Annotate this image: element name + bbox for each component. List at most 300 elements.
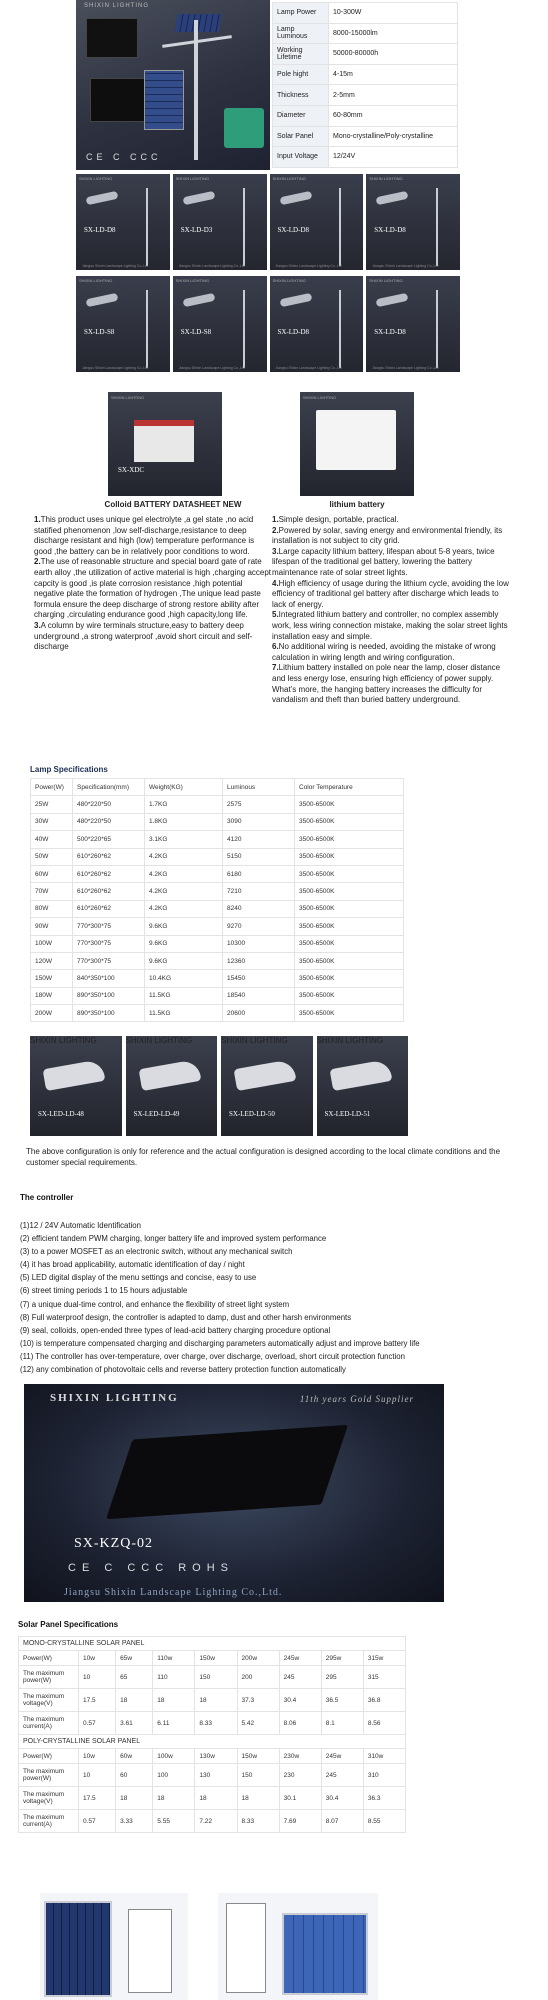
lamp-cell: 9.6KG	[145, 935, 223, 952]
lamp-product-tile	[270, 174, 364, 270]
lamp-cell: 120W	[31, 952, 73, 969]
tile-brand: SHIXIN LIGHTING	[79, 176, 113, 181]
lamp-cell: 3500-6500K	[295, 918, 404, 935]
solar-cell: 3.33	[116, 1810, 153, 1833]
feature-text: Powered by solar, saving energy and environmental friendly, its installation is not subject to city grid.	[272, 525, 503, 546]
tile-brand: SHIXIN LIGHTING	[272, 278, 306, 283]
lamp-cell: 770*300*75	[73, 952, 145, 969]
lamp-header-cell: Specification(mm)	[73, 779, 145, 796]
tile-brand: SHIXIN LIGHTING	[369, 176, 403, 181]
solar-cell: 100	[153, 1764, 195, 1787]
spec-value: 60-80mm	[329, 105, 458, 126]
solar-cell: 110	[153, 1666, 195, 1689]
lamp-header-cell: Weight(KG)	[145, 779, 223, 796]
led-lamp-tiles	[30, 1036, 408, 1136]
panel-drawing	[226, 1903, 266, 1993]
tile-company: Jiangsu Shixin Landscape Lighting Co.,Ltd	[275, 366, 342, 370]
led-lamp-model: SX-LED-LD-49	[133, 1110, 180, 1118]
certification-logos: CE C CCC	[86, 152, 162, 162]
lamp-header-cell: Luminous	[223, 779, 295, 796]
mono-panel-image	[40, 1893, 188, 2000]
solar-caption: MONO-CRYSTALLINE SOLAR PANEL	[19, 1637, 406, 1651]
solar-cell: 37.3	[237, 1689, 279, 1712]
lamp-pole-shape	[243, 290, 245, 368]
solar-panel-image	[174, 14, 221, 32]
solar-cell: 315w	[363, 1651, 405, 1666]
feature-number: 3.	[272, 546, 279, 556]
controller-feature-item: (2) efficient tandem PWM charging, longer battery life and improved system performance	[20, 1234, 327, 1244]
spec-key: Solar Panel	[273, 126, 329, 147]
solar-cell: 36.5	[321, 1689, 363, 1712]
feature-item	[34, 621, 274, 653]
solar-cell: 150w	[195, 1651, 237, 1666]
lamp-cell: 4.2KG	[145, 883, 223, 900]
lamp-cell: 770*300*75	[73, 935, 145, 952]
solar-cell: 18	[153, 1689, 195, 1712]
solar-cell: 245	[279, 1666, 321, 1689]
solar-panel-image	[144, 70, 184, 130]
lamp-cell: 610*260*62	[73, 848, 145, 865]
lamp-head-shape	[376, 191, 409, 205]
solar-cell: The maximum power(W)	[19, 1764, 79, 1787]
tile-brand: SHIXIN LIGHTING	[369, 278, 403, 283]
lamp-cell: 3.1KG	[145, 831, 223, 848]
lamp-head-shape	[86, 191, 119, 205]
lamp-cell: 3500-6500K	[295, 848, 404, 865]
company-name: Jiangsu Shixin Landscape Lighting Co.,Ltd.	[64, 1587, 283, 1598]
lamp-row	[31, 987, 404, 1004]
solar-cell: 7.69	[279, 1810, 321, 1833]
solar-cell: The maximum voltage(V)	[19, 1689, 79, 1712]
poly-panel-shape	[282, 1913, 368, 1995]
solar-cell: 200	[237, 1666, 279, 1689]
lamp-cell: 610*260*62	[73, 900, 145, 917]
controller-title: The controller	[20, 1193, 74, 1202]
solar-cell: 3.61	[116, 1712, 153, 1735]
lamp-cell: 1.8KG	[145, 813, 223, 830]
lamp-row	[31, 865, 404, 882]
solar-cell: 245w	[321, 1749, 363, 1764]
gel-battery-features	[34, 515, 274, 653]
tile-company: Jiangsu Shixin Landscape Lighting Co.,Ltd	[178, 366, 245, 370]
solar-spec-table	[18, 1636, 406, 1833]
feature-item	[272, 642, 512, 663]
solar-cell: 8.07	[321, 1810, 363, 1833]
lamp-pole-shape	[436, 188, 438, 266]
solar-cell: 6.11	[153, 1712, 195, 1735]
solar-cell: 36.8	[363, 1689, 405, 1712]
solar-cell: 230	[279, 1764, 321, 1787]
lamp-head-shape	[182, 191, 215, 205]
lamp-cell: 480*220*50	[73, 813, 145, 830]
solar-cell: 18	[237, 1787, 279, 1810]
lamp-cell: 15450	[223, 970, 295, 987]
tile-brand: SHIXIN LIGHTING	[272, 176, 306, 181]
spec-key: Working Lifetime	[273, 44, 329, 65]
led-lamp-tile	[317, 1036, 409, 1136]
battery-box-image	[86, 18, 138, 58]
solar-row	[19, 1666, 406, 1689]
lamp-spec-title: Lamp Specifications	[30, 765, 108, 774]
lamp-pole-shape	[146, 188, 148, 266]
solar-caption-row	[19, 1735, 406, 1749]
lamp-cell: 3500-6500K	[295, 987, 404, 1004]
lamp-row	[31, 900, 404, 917]
tile-brand: SHIXIN LIGHTING	[30, 1036, 97, 1045]
lamp-cell: 4.2KG	[145, 848, 223, 865]
lamp-cell: 1.7KG	[145, 796, 223, 813]
lamp-cell: 10.4KG	[145, 970, 223, 987]
solar-cell: 10w	[79, 1749, 116, 1764]
tile-brand: SHIXIN LIGHTING	[316, 1036, 384, 1045]
lamp-row	[31, 970, 404, 987]
solar-cell: 36.3	[363, 1787, 405, 1810]
solar-cell: 30.4	[321, 1787, 363, 1810]
solar-cell: 5.42	[237, 1712, 279, 1735]
configuration-note: The above configuration is only for reference and the actual configuration is designed according to the local climate conditions and the customer special requirements.	[26, 1147, 501, 1167]
solar-cell: 295	[321, 1666, 363, 1689]
tile-brand: SHIXIN LIGHTING	[175, 278, 210, 283]
spec-key: Diameter	[273, 105, 329, 126]
solar-cell: 310	[363, 1764, 405, 1787]
feature-text: Lithium battery installed on pole near the lamp, closer distance and less energy lose, ensuring high efficiency of power supply. What’s more, the hanging battery increases the difficulty for vandalism and theft than buried battery underground.	[272, 663, 501, 705]
feature-item	[272, 515, 512, 526]
lamp-pole-shape	[146, 290, 148, 368]
spec-key: Pole hight	[273, 64, 329, 85]
controller-feature-item: (8) Full waterproof design, the controller is adapted to damp, dust and other harsh environments	[20, 1312, 352, 1322]
spec-row	[273, 85, 458, 106]
poly-panel-image	[218, 1893, 378, 2000]
lamp-header-row	[31, 779, 404, 796]
lamp-cell: 3500-6500K	[295, 813, 404, 830]
lithium-battery-shape	[316, 410, 396, 470]
solar-cell: 8.33	[195, 1712, 237, 1735]
lamp-row	[31, 848, 404, 865]
solar-cell: 0.57	[79, 1712, 116, 1735]
controller-feature-item: (9) seal, colloids, open-ended three types of lead-acid battery charging procedure optional	[20, 1325, 331, 1335]
solar-cell: 18	[116, 1689, 153, 1712]
solar-caption: POLY-CRYSTALLINE SOLAR PANEL	[19, 1735, 406, 1749]
tile-model: SX-LD-S8	[84, 328, 115, 336]
solar-cell: 18	[195, 1787, 237, 1810]
battery-box-image	[90, 78, 146, 122]
lamp-cell: 20600	[223, 1005, 295, 1022]
lamp-cell: 3500-6500K	[295, 970, 404, 987]
feature-number: 7.	[272, 663, 279, 673]
lamp-tiles-row	[76, 174, 460, 270]
lamp-cell: 200W	[31, 1005, 73, 1022]
lamp-product-tile	[76, 276, 170, 372]
tile-model: SX-LD-S8	[180, 328, 212, 336]
supplier-badge: 11th years Gold Supplier	[299, 1394, 414, 1404]
solar-cell: 10	[79, 1764, 116, 1787]
tile-company: Jiangsu Shixin Landscape Lighting Co.,Ltd	[372, 366, 439, 370]
solar-cell: 150	[237, 1764, 279, 1787]
solar-caption-row	[19, 1637, 406, 1651]
lamp-product-tile	[173, 174, 267, 270]
lamp-cell: 12360	[223, 952, 295, 969]
feature-item	[272, 663, 512, 705]
mono-panel-shape	[44, 1901, 112, 1997]
solar-cell: 8.55	[363, 1810, 405, 1833]
solar-cell: 8.06	[279, 1712, 321, 1735]
solar-row	[19, 1689, 406, 1712]
controller-feature-item: (12) any combination of photovoltaic cells and reverse battery protection function automatically	[20, 1365, 346, 1375]
spec-key: Lamp Luminous	[273, 23, 329, 44]
tile-model: SX-LD-D8	[84, 226, 116, 234]
lamp-cell: 610*260*62	[73, 883, 145, 900]
spec-key: Input Voltage	[273, 147, 329, 168]
led-lamp-shape	[138, 1059, 201, 1091]
lamp-cell: 770*300*75	[73, 918, 145, 935]
spec-value: Mono-crystalline/Poly-crystalline	[329, 126, 458, 147]
lamp-cell: 610*260*62	[73, 865, 145, 882]
tile-company: Jiangsu Shixin Landscape Lighting Co.,Ltd	[82, 264, 149, 268]
lamp-cell: 8240	[223, 900, 295, 917]
solar-cell: 245	[321, 1764, 363, 1787]
solar-cell: 150w	[237, 1749, 279, 1764]
controller-features	[20, 1219, 420, 1376]
controller-feature-item: (6) street timing periods 1 to 15 hours adjustable	[20, 1286, 188, 1296]
tile-company: Jiangsu Shixin Landscape Lighting Co.,Ltd	[275, 264, 342, 268]
controller-device-shape	[106, 1425, 348, 1519]
lamp-pole-shape	[243, 188, 245, 266]
controller-feature-item: (3) to a power MOSFET as an electronic switch, without any mechanical switch	[20, 1247, 293, 1257]
controller-feature-item: (4) it has broad applicability, automatic identification of day / night	[20, 1260, 245, 1270]
lamp-cell: 25W	[31, 796, 73, 813]
feature-item	[272, 526, 512, 547]
lamp-header-cell: Power(W)	[31, 779, 73, 796]
solar-row	[19, 1764, 406, 1787]
lamp-cell: 9.6KG	[145, 918, 223, 935]
feature-number: 6.	[272, 642, 279, 652]
lamp-row	[31, 831, 404, 848]
feature-number: 3.	[34, 620, 41, 630]
solar-spec-title: Solar Panel Specifications	[18, 1620, 119, 1629]
solar-row	[19, 1712, 406, 1735]
solar-cell: The maximum power(W)	[19, 1666, 79, 1689]
feature-text: Integrated lithium battery and controller, no complex assembly work, less wiring connection mistake, making the solar street lights installation easy and simple.	[272, 610, 508, 641]
solar-cell: 18	[195, 1689, 237, 1712]
lamp-header-cell: Color Temperature	[295, 779, 404, 796]
gel-battery-shape	[134, 420, 194, 462]
led-lamp-model: SX-LED-LD-51	[324, 1110, 371, 1118]
lamp-head-shape	[182, 293, 215, 307]
tile-company: Jiangsu Shixin Landscape Lighting Co.,Ltd	[372, 264, 439, 268]
lamp-spec-table	[30, 778, 404, 1022]
solar-cell: 65	[116, 1666, 153, 1689]
solar-cell: 60w	[116, 1749, 153, 1764]
lamp-cell: 890*350*100	[73, 987, 145, 1004]
tile-model: SX-LD-D8	[277, 226, 309, 234]
lamp-cell: 80W	[31, 900, 73, 917]
spec-row	[273, 105, 458, 126]
lamp-product-tile	[173, 276, 267, 372]
lamp-cell: 50W	[31, 848, 73, 865]
lamp-row	[31, 918, 404, 935]
lamp-cell: 6180	[223, 865, 295, 882]
lamp-tiles-row	[76, 276, 460, 372]
lamp-pole-shape	[339, 188, 341, 266]
lamp-cell: 10300	[223, 935, 295, 952]
lamp-product-tile	[76, 174, 170, 270]
tile-company: Jiangsu Shixin Landscape Lighting Co.,Ltd	[178, 264, 245, 268]
lamp-cell: 500*220*65	[73, 831, 145, 848]
solar-cell: 245w	[279, 1651, 321, 1666]
spec-row	[273, 126, 458, 147]
lamp-product-tile	[366, 174, 460, 270]
tile-model: SX-LD-D8	[277, 328, 309, 336]
tile-model: SX-LD-D3	[180, 226, 213, 234]
lithium-battery-title: lithium battery	[329, 500, 385, 509]
solar-cell: 100w	[153, 1749, 195, 1764]
solar-cell: 30.1	[279, 1787, 321, 1810]
lamp-cell: 3500-6500K	[295, 865, 404, 882]
tile-company: Jiangsu Shixin Landscape Lighting Co.,Ltd	[82, 366, 149, 370]
solar-cell: Power(W)	[19, 1651, 79, 1666]
gel-battery-image	[108, 392, 222, 496]
solar-cell: 7.22	[195, 1810, 237, 1833]
lamp-cell: 11.5KG	[145, 1005, 223, 1022]
spec-row	[273, 44, 458, 65]
lamp-cell: 3500-6500K	[295, 831, 404, 848]
feature-text: High efficiency of usage during the lithium cycle, avoiding the low efficiency of traditional gel battery after discharge which leads to lack of energy.	[272, 578, 509, 609]
tile-model: SX-LD-D8	[374, 226, 406, 234]
solar-cell: 30.4	[279, 1689, 321, 1712]
lamp-cell: 4.2KG	[145, 900, 223, 917]
solar-cell: 10w	[79, 1651, 116, 1666]
controller-feature-item: (10) is temperature compensated charging and discharging parameters automatically adjust and improve battery life	[20, 1338, 420, 1348]
tile-brand: SHIXIN LIGHTING	[175, 176, 210, 181]
solar-cell: Power(W)	[19, 1749, 79, 1764]
lamp-cell: 70W	[31, 883, 73, 900]
solar-cell: 230w	[279, 1749, 321, 1764]
spec-value: 2-5mm	[329, 85, 458, 106]
lamp-row	[31, 935, 404, 952]
lamp-pole-shape	[436, 290, 438, 368]
lamp-row	[31, 1005, 404, 1022]
lamp-cell: 480*220*50	[73, 796, 145, 813]
lamp-cell: 9.6KG	[145, 952, 223, 969]
solar-cell: 10	[79, 1666, 116, 1689]
solar-cell: The maximum voltage(V)	[19, 1787, 79, 1810]
lamp-head-shape	[279, 293, 312, 307]
spec-value: 4-15m	[329, 64, 458, 85]
lamp-cell: 11.5KG	[145, 987, 223, 1004]
spec-key: Lamp Power	[273, 3, 329, 24]
solar-cell: 60	[116, 1764, 153, 1787]
feature-text: Large capacity lithium battery, lifespan about 5-8 years, twice lifespan of the traditional gel battery, lowering the battery maintenance rate of solar street lights.	[272, 546, 495, 577]
solar-cell: 8.33	[237, 1810, 279, 1833]
solar-cell: The maximum current(A)	[19, 1810, 79, 1833]
product-spec-table	[272, 2, 458, 168]
lamp-cell: 9270	[223, 918, 295, 935]
solar-cell: 5.55	[153, 1810, 195, 1833]
controller-product-image	[24, 1384, 444, 1602]
solar-row	[19, 1787, 406, 1810]
lamp-cell: 3500-6500K	[295, 952, 404, 969]
lamp-cell: 3500-6500K	[295, 935, 404, 952]
feature-item	[34, 557, 274, 621]
led-lamp-model: SX-LED-LD-50	[229, 1110, 275, 1118]
spec-value: 12/24V	[329, 147, 458, 168]
feature-number: 1.	[34, 515, 41, 524]
spec-row	[273, 147, 458, 168]
lamp-product-tile	[270, 276, 364, 372]
tile-model: SX-LD-D8	[374, 328, 406, 336]
led-lamp-shape	[329, 1059, 392, 1091]
controller-feature-item: (7) a unique dual-time control, and enhance the flexibility of street light system	[20, 1299, 290, 1309]
spec-value: 50000-80000h	[329, 44, 458, 65]
solar-cell: 0.57	[79, 1810, 116, 1833]
solar-cell: 18	[153, 1787, 195, 1810]
solar-cell: 150	[195, 1666, 237, 1689]
feature-text: This product uses unique gel electrolyte ,a gel state ,no acid statified phenomenon ,low self-discharge,resistance to deep discharge resistant and high (low) temperature performance is good ,the battery can be in relatively poor conditions to word.	[34, 515, 255, 556]
lamp-cell: 3500-6500K	[295, 796, 404, 813]
led-lamp-model: SX-LED-LD-48	[38, 1110, 84, 1118]
solar-cell: 17.5	[79, 1787, 116, 1810]
lamp-cell: 90W	[31, 918, 73, 935]
solar-cell: 315	[363, 1666, 405, 1689]
lamp-cell: 180W	[31, 987, 73, 1004]
spec-row	[273, 23, 458, 44]
lamp-cell: 3090	[223, 813, 295, 830]
lamp-cell: 3500-6500K	[295, 900, 404, 917]
image-brand-text: SHIXIN LIGHTING	[111, 395, 145, 400]
lamp-cell: 840*350*100	[73, 970, 145, 987]
feature-number: 4.	[272, 578, 279, 588]
solar-cell: 8.56	[363, 1712, 405, 1735]
lamp-cell: 5150	[223, 848, 295, 865]
led-lamp-tile	[126, 1036, 218, 1136]
lamp-cell: 40W	[31, 831, 73, 848]
solar-cell: 130	[195, 1764, 237, 1787]
hero-brand-text: SHIXIN LIGHTING	[84, 3, 150, 9]
spec-value: 8000-15000lm	[329, 23, 458, 44]
solar-cell: 130w	[195, 1749, 237, 1764]
lamp-cell: 3500-6500K	[295, 1005, 404, 1022]
gel-battery-model: SX-XDC	[118, 466, 145, 474]
feature-text: The use of reasonable structure and special board gate of rate earth alloy ,the utilization of active material is high ,charging accept capcity is good ,is plate corrosion resistance ,high potential negative plate the formation of hydrogen ,The unique lead paste formula ensure the deep discharge of strong restore ability after charging ,circulating endurance good ,high capacity,long life.	[34, 557, 272, 620]
controller-brand: SHIXIN LIGHTING	[50, 1392, 179, 1404]
solar-cell: 295w	[321, 1651, 363, 1666]
solar-cell: 310w	[363, 1749, 405, 1764]
led-lamp-tile	[221, 1036, 313, 1136]
lamp-cell: 2575	[223, 796, 295, 813]
lamp-product-tile	[366, 276, 460, 372]
solar-cell: 8.1	[321, 1712, 363, 1735]
lamp-row	[31, 813, 404, 830]
feature-text: No additional wiring is needed, avoiding the mistake of wrong calculation in wiring length and wiring configuration.	[272, 642, 496, 662]
lamp-row	[31, 883, 404, 900]
lamp-row	[31, 952, 404, 969]
lamp-cell: 18540	[223, 987, 295, 1004]
lithium-battery-features	[272, 515, 512, 706]
lamp-cell: 150W	[31, 970, 73, 987]
lamp-head-shape	[86, 293, 119, 307]
solar-row	[19, 1651, 406, 1666]
lamp-cell: 7210	[223, 883, 295, 900]
led-lamp-shape	[234, 1059, 297, 1091]
feature-number: 5.	[272, 610, 279, 620]
image-brand-text: SHIXIN LIGHTING	[303, 395, 337, 400]
feature-text: Simple design, portable, practical.	[278, 515, 399, 524]
tile-brand: SHIXIN LIGHTING	[125, 1036, 193, 1045]
lamp-cell: 30W	[31, 813, 73, 830]
feature-item	[272, 610, 512, 642]
spec-key: Thickness	[273, 85, 329, 106]
solar-cell: The maximum current(A)	[19, 1712, 79, 1735]
